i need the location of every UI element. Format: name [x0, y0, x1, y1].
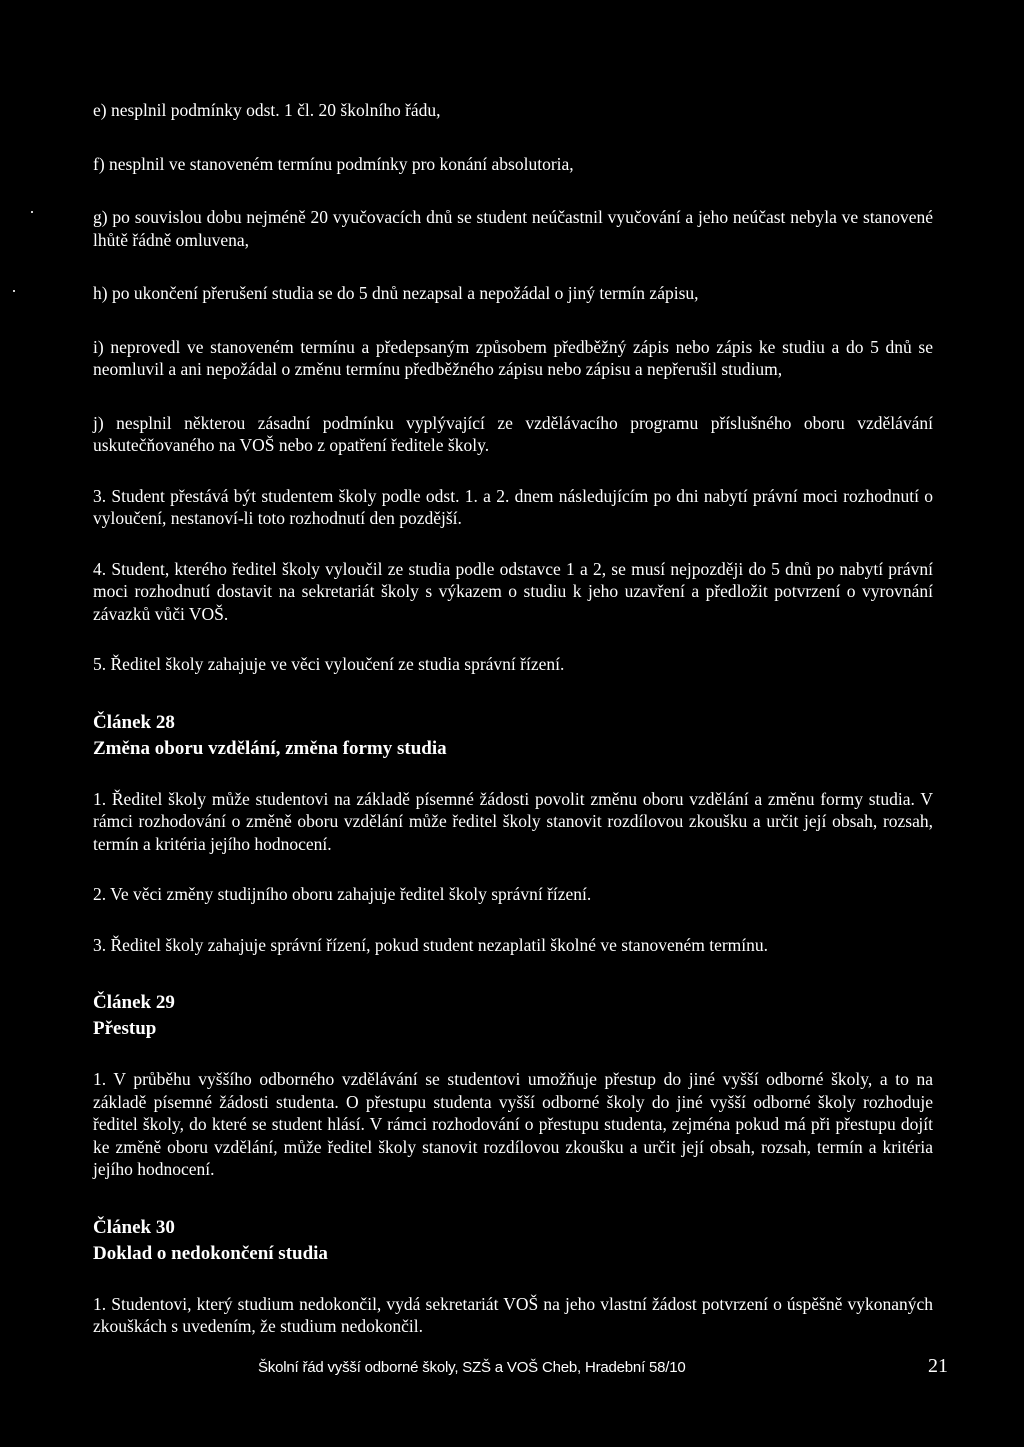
- article-28-title: Změna oboru vzdělání, změna formy studia: [93, 737, 447, 759]
- article-28-paragraph-3: 3. Ředitel školy zahajuje správní řízení, pokud student nezaplatil školné ve stanoveném termínu.: [93, 934, 769, 955]
- paragraph-4: 4. Student, kterého ředitel školy vyloučil ze studia podle odstavce 1 a 2, se musí nejpozději do 5 dnů po nabytí právní moci rozhodnutí dostavit na sekretariát školy s výkazem o studiu k jeho uzavření a předložit potvrzení o vyrovnání závazků vůči VOŠ.: [93, 558, 933, 624]
- paragraph-3: 3. Student přestává být studentem školy podle odst. 1. a 2. dnem následujícím po dni nabytí právní moci rozhodnutí o vyloučení, nestanoví-li toto rozhodnutí den pozdější.: [93, 485, 933, 528]
- list-item-j: j) nesplnil některou zásadní podmínku vyplývající ze vzdělávacího programu příslušného oboru vzdělávání uskutečňovaného na VOŠ nebo z opatření ředitele školy.: [93, 412, 933, 455]
- article-29-heading: [93, 990, 933, 1042]
- paragraph-5: 5. Ředitel školy zahajuje ve věci vyloučení ze studia správní řízení.: [93, 654, 565, 674]
- list-item-i: i) neprovedl ve stanoveném termínu a předepsaným způsobem předběžný zápis nebo zápis ke studiu a do 5 dnů se neomluvil a ani nepožádal o změnu termínu předběžného zápisu nebo zápisu a nepřerušil studium,: [93, 336, 933, 379]
- article-30-number: Článek 30: [93, 1216, 175, 1238]
- scan-speck: [13, 290, 15, 292]
- article-29-title: Přestup: [93, 1018, 157, 1039]
- list-item-f: f) nesplnil ve stanoveném termínu podmínky pro konání absolutoria,: [93, 153, 574, 174]
- article-28-paragraph-1: 1. Ředitel školy může studentovi na základě písemné žádosti povolit změnu oboru vzdělání a změnu formy studia. V rámci rozhodování o změně oboru vzdělání může ředitel školy stanovit rozdílovou zkoušku a určit její obsah, rozsah, termín a kritéria jejího hodnocení.: [93, 788, 933, 854]
- document-page: [93, 99, 933, 1338]
- page-footer: [258, 1355, 948, 1378]
- article-28-number: Článek 28: [93, 711, 175, 733]
- article-30-title: Doklad o nedokončení studia: [93, 1242, 328, 1264]
- article-29-number: Článek 29: [93, 992, 175, 1013]
- article-28-heading: [93, 710, 933, 762]
- article-28-paragraph-2: 2. Ve věci změny studijního oboru zahajuje ředitel školy správní řízení.: [93, 884, 592, 904]
- page-number: 21: [928, 1355, 948, 1377]
- footer-text: Školní řád vyšší odborné školy, SZŠ a VOŠ Cheb, Hradební 58/10: [258, 1359, 686, 1376]
- list-item-g: g) po souvislou dobu nejméně 20 vyučovacích dnů se student neúčastnil vyučování a jeho neúčast nebyla ve stanovené lhůtě řádně omluvena,: [93, 207, 933, 250]
- article-29-paragraph-1: 1. V průběhu vyššího odborného vzdělávání se studentovi umožňuje přestup do jiné vyšší odborné školy, a to na základě písemné žádosti studenta. O přestupu studenta vyšší odborné školy do jiné vyšší odborné školy rozhoduje ředitel školy, do které se student hlásí. V rámci rozhodování o přestupu studenta, zejména pokud má při přestupu dojít ke změně oboru vzdělání, může ředitel školy stanovit rozdílovou zkoušku a určit její obsah, rozsah, termín a kritéria jejího hodnocení.: [93, 1069, 933, 1179]
- article-30-heading: [93, 1215, 933, 1267]
- article-30-paragraph-1: 1. Studentovi, který studium nedokončil, vydá sekretariát VOŠ na jeho vlastní žádost potvrzení o úspěšně vykonaných zkouškách s uvedením, že studium nedokončil.: [93, 1293, 933, 1336]
- list-item-h: h) po ukončení přerušení studia se do 5 dnů nezapsal a nepožádal o jiný termín zápisu,: [93, 283, 699, 303]
- list-item-e: e) nesplnil podmínky odst. 1 čl. 20 školního řádu,: [93, 100, 441, 120]
- scan-speck: [31, 211, 33, 213]
